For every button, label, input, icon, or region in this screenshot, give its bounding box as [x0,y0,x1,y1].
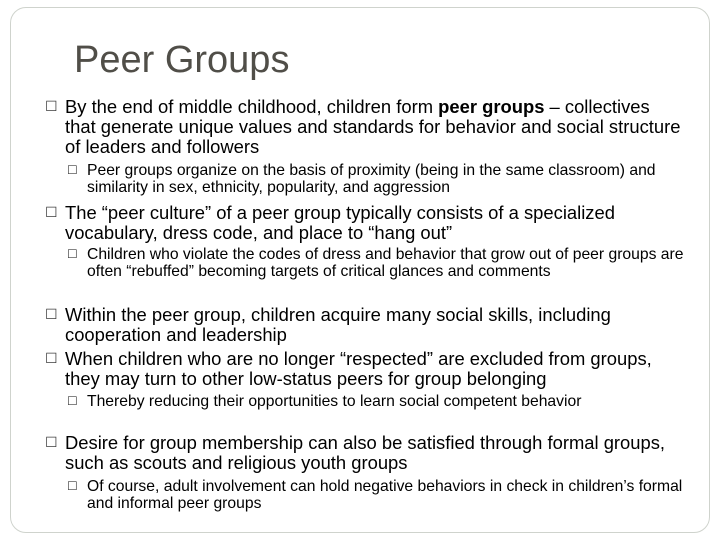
slide-title: Peer Groups [74,39,290,81]
bullet-item-3 [45,305,685,345]
bullet-text: The “peer culture” of a peer group typically consists of a specialized vocabulary, dress code, and place to “hang out” [65,202,615,243]
sub-bullet-text: Of course, adult involvement can hold negative behaviors in check in children’s formal and informal peer groups [87,478,683,512]
checkbox-bullet-icon: ☐ [67,163,78,177]
checkbox-bullet-icon: ☐ [67,394,78,408]
sub-bullet-text: Thereby reducing their opportunities to learn social competent behavior [87,393,582,410]
bullet-text: Within the peer group, children acquire many social skills, including cooperation and leadership [65,304,611,345]
checkbox-bullet-icon: ☐ [45,435,58,451]
sub-bullet-text: Children who violate the codes of dress and behavior that grow out of peer groups are often “rebuffed” becoming targets of critical glances and comments [87,246,684,280]
checkbox-bullet-icon: ☐ [45,99,58,115]
bullet-item-1 [45,97,685,157]
bullet-item-4 [45,349,685,389]
checkbox-bullet-icon: ☐ [45,205,58,221]
checkbox-bullet-icon: ☐ [67,247,78,261]
bullet-text: When children who are no longer “respected” are excluded from groups, they may turn to other low-status peers for group belonging [65,348,652,389]
bullet-text: By the end of middle childhood, children form peer groups – collectives that generate unique values and standards for behavior and social structure of leaders and followers [65,96,681,157]
sub-bullet-item-3 [67,393,692,410]
sub-bullet-item-2 [67,246,692,280]
bullet-text: Desire for group membership can also be satisfied through formal groups, such as scouts and religious youth groups [65,432,666,473]
checkbox-bullet-icon: ☐ [45,351,58,367]
bullet-item-5 [45,433,685,473]
bold-term: peer groups [438,96,545,117]
sub-bullet-text: Peer groups organize on the basis of proximity (being in the same classroom) and similarity in sex, ethnicity, popularity, and aggression [87,162,656,196]
sub-bullet-item-1 [67,162,692,196]
checkbox-bullet-icon: ☐ [67,479,78,493]
bullet-item-2 [45,203,685,243]
sub-bullet-item-4 [67,478,692,512]
checkbox-bullet-icon: ☐ [45,307,58,323]
